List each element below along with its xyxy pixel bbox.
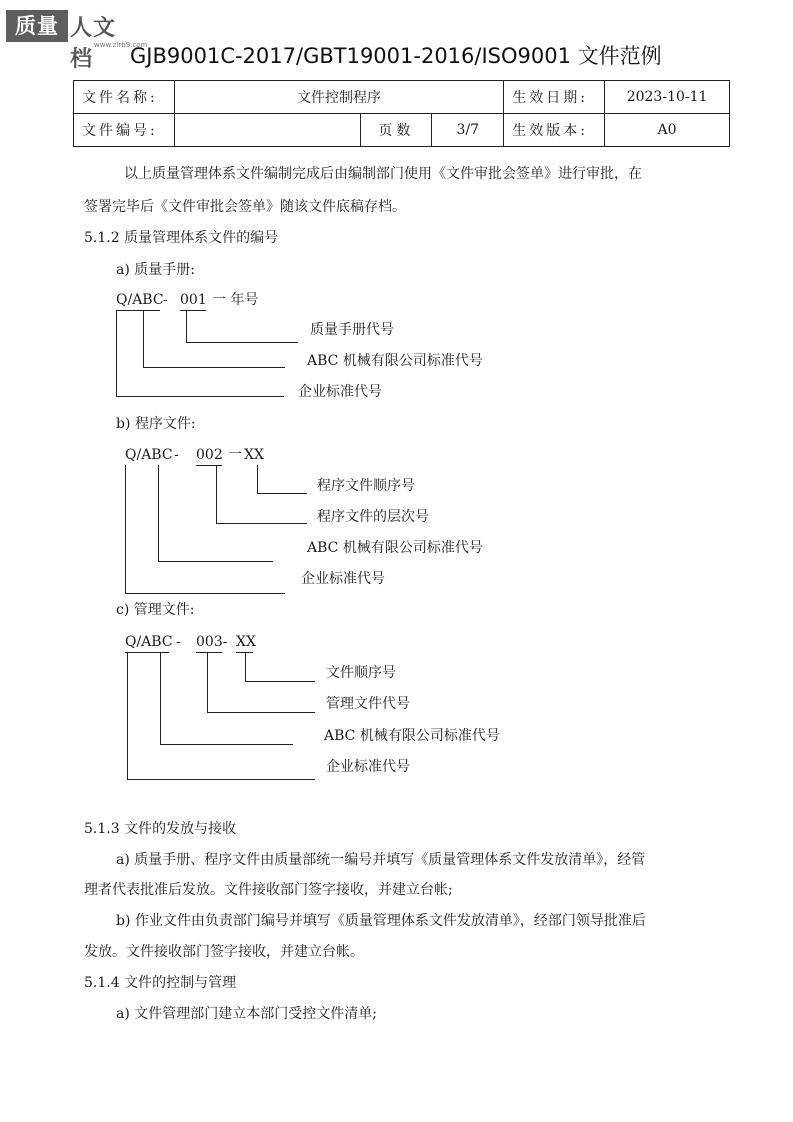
logo-box-text: 质量: [6, 10, 68, 42]
bracket-a-horz-2: [143, 367, 285, 368]
underline-a-1: [116, 310, 160, 311]
label-b-enterprise-code: 企业标准代号: [301, 571, 385, 587]
bracket-c-vert-4: [245, 652, 246, 681]
effective-version-label: 生效版本:: [504, 114, 605, 147]
bracket-a-vert-3: [186, 310, 187, 342]
file-number-value: [174, 114, 361, 147]
effective-date-label: 生效日期:: [504, 81, 605, 114]
file-name-label: 文件名称:: [74, 81, 175, 114]
underline-b-2: [196, 465, 222, 466]
code-a-separator-1: -: [163, 292, 168, 308]
procedure-files-title: b) 程序文件:: [116, 416, 196, 432]
code-b-separator-1: -: [174, 447, 179, 463]
label-b-sequence-number: 程序文件顺序号: [317, 478, 415, 494]
bracket-c-vert-3: [207, 652, 208, 712]
code-a-part-2: 001: [180, 292, 207, 308]
section-5-1-3-heading: 5.1.3 文件的发放与接收: [84, 821, 237, 837]
bracket-a-vert-2: [143, 310, 144, 367]
code-c-part-3: XX: [236, 634, 256, 650]
logo-text: 人文档: [70, 16, 117, 72]
code-a-part-1: Q/ABC: [116, 292, 164, 308]
section-5-1-4-heading: 5.1.4 文件的控制与管理: [84, 975, 237, 991]
watermark-logo: [6, 10, 148, 72]
bracket-b-vert-2: [158, 465, 159, 561]
underline-c-2: [196, 652, 222, 653]
underline-a-2: [180, 310, 206, 311]
bracket-c-horz-4: [127, 779, 315, 780]
code-b-part-2: 002: [196, 447, 223, 463]
s513-item-b-line-1: b) 作业文件由负责部门编号并填写《质量管理体系文件发放清单》，经部门领导批准后: [116, 913, 646, 929]
effective-date-value: 2023-10-11: [605, 81, 730, 114]
header-row-2: [74, 114, 730, 147]
bracket-b-horz-3: [158, 561, 273, 562]
label-c-enterprise-code: 企业标准代号: [326, 759, 410, 775]
code-c-part-1: Q/ABC: [125, 634, 173, 650]
section-5-1-2-heading: 5.1.2 质量管理体系文件的编号: [84, 230, 279, 246]
file-number-label: 文件编号:: [74, 114, 175, 147]
code-a-separator-2: 一 年号: [212, 292, 259, 308]
pages-value: 3/7: [432, 114, 504, 147]
s513-item-a-line-2: 理者代表批准后发放。文件接收部门签字接收，并建立台帐;: [84, 882, 453, 898]
bracket-c-horz-3: [160, 744, 293, 745]
pages-label: 页数: [361, 114, 432, 147]
quality-manual-title: a) 质量手册:: [116, 262, 195, 278]
file-name-value: 文件控制程序: [174, 81, 503, 114]
bracket-b-vert-3: [216, 465, 217, 523]
logo-url: www.zlrb9.com: [94, 41, 148, 49]
label-a-company-code: ABC 机械有限公司标准代号: [307, 353, 483, 369]
label-b-level-number: 程序文件的层次号: [317, 509, 429, 525]
underline-c-1: [125, 652, 169, 653]
bracket-b-vert-1: [125, 465, 126, 593]
code-b-part-3: XX: [244, 447, 264, 463]
bracket-c-horz-1: [245, 681, 315, 682]
s514-item-a-line-1: a) 文件管理部门建立本部门受控文件清单;: [116, 1006, 377, 1022]
s513-item-b-line-2: 发放。文件接收部门签字接收，并建立台帐。: [84, 944, 364, 960]
label-c-sequence-number: 文件顺序号: [326, 665, 396, 681]
code-c-separator-1: -: [176, 634, 181, 650]
label-b-company-code: ABC 机械有限公司标准代号: [307, 540, 483, 556]
intro-line-1: 以上质量管理体系文件编制完成后由编制部门使用《文件审批会签单》进行审批，在: [124, 166, 642, 182]
document-header-table: [73, 80, 730, 147]
label-c-company-code: ABC 机械有限公司标准代号: [324, 728, 500, 744]
effective-version-value: A0: [605, 114, 730, 147]
code-b-part-1: Q/ABC: [125, 447, 173, 463]
header-row-1: [74, 81, 730, 114]
code-b-separator-2: 一: [228, 447, 242, 463]
bracket-c-vert-1: [127, 652, 128, 779]
document-title: GJB9001C-2017/GBT19001-2016/ISO9001 文件范例: [130, 44, 662, 68]
bracket-a-horz-3: [116, 396, 284, 397]
label-c-file-code: 管理文件代号: [326, 696, 410, 712]
s513-item-a-line-1: a) 质量手册、程序文件由质量部统一编号并填写《质量管理体系文件发放清单》，经管: [116, 852, 646, 868]
bracket-c-horz-2: [207, 712, 315, 713]
management-files-title: c) 管理文件:: [116, 602, 195, 618]
bracket-b-horz-1: [257, 493, 307, 494]
bracket-b-horz-2: [216, 523, 307, 524]
label-a-enterprise-code: 企业标准代号: [298, 384, 382, 400]
bracket-a-vert-1: [116, 310, 117, 396]
bracket-b-horz-4: [125, 593, 285, 594]
bracket-c-vert-2: [160, 652, 161, 744]
bracket-b-vert-4: [257, 465, 258, 493]
intro-line-2: 签署完毕后《文件审批会签单》随该文件底稿存档。: [84, 199, 406, 215]
bracket-a-horz-1: [186, 342, 298, 343]
label-a-manual-code: 质量手册代号: [310, 322, 394, 338]
code-c-part-2: 003-: [196, 634, 228, 650]
